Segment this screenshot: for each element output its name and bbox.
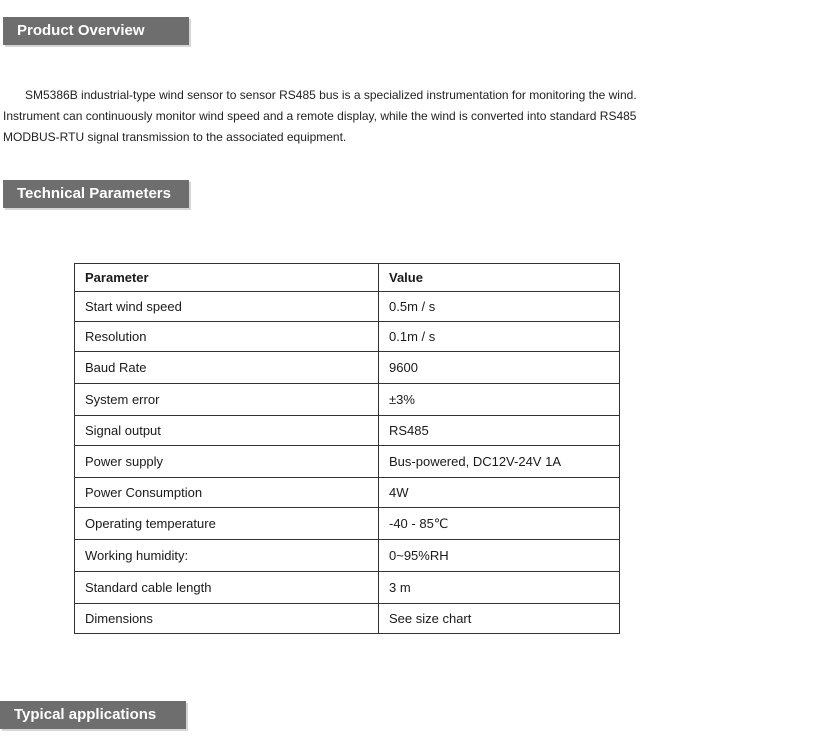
parameter-cell: Start wind speed xyxy=(75,292,379,322)
product-overview-text xyxy=(3,85,693,148)
parameter-cell: Working humidity: xyxy=(75,540,379,572)
overview-paragraph: SM5386B industrial-type wind sensor to sensor RS485 bus is a specialized instrumentation for monitoring the wind. Instrument can continuously monitor wind speed and a remote display, while the wind is converted into standard RS485 MODBUS-RTU signal transmission to the associated equipment. xyxy=(3,88,637,144)
table-row xyxy=(75,352,620,384)
value-cell: 4W xyxy=(379,478,620,508)
value-cell: 0.5m / s xyxy=(379,292,620,322)
value-cell: See size chart xyxy=(379,604,620,634)
value-cell: 0.1m / s xyxy=(379,322,620,352)
table-row xyxy=(75,478,620,508)
parameter-cell: Baud Rate xyxy=(75,352,379,384)
table-row xyxy=(75,292,620,322)
table-row xyxy=(75,322,620,352)
parameter-cell: Operating temperature xyxy=(75,508,379,540)
technical-parameters-heading: Technical Parameters xyxy=(3,180,189,208)
table-row xyxy=(75,572,620,604)
parameter-cell: Signal output xyxy=(75,416,379,446)
column-header-parameter: Parameter xyxy=(75,264,379,292)
value-cell: 3 m xyxy=(379,572,620,604)
value-cell: 0~95%RH xyxy=(379,540,620,572)
parameter-cell: Dimensions xyxy=(75,604,379,634)
table-row xyxy=(75,416,620,446)
table-row xyxy=(75,384,620,416)
parameter-cell: System error xyxy=(75,384,379,416)
value-cell: RS485 xyxy=(379,416,620,446)
product-overview-heading: Product Overview xyxy=(3,17,189,45)
parameter-cell: Power supply xyxy=(75,446,379,478)
parameter-cell: Resolution xyxy=(75,322,379,352)
value-cell: 9600 xyxy=(379,352,620,384)
table-row xyxy=(75,446,620,478)
table-row xyxy=(75,604,620,634)
parameter-cell: Power Consumption xyxy=(75,478,379,508)
parameters-table xyxy=(74,263,620,634)
parameter-cell: Standard cable length xyxy=(75,572,379,604)
table-header-row xyxy=(75,264,620,292)
table-row xyxy=(75,540,620,572)
typical-applications-heading: Typical applications xyxy=(0,701,186,729)
value-cell: Bus-powered, DC12V-24V 1A xyxy=(379,446,620,478)
table-row xyxy=(75,508,620,540)
column-header-value: Value xyxy=(379,264,620,292)
value-cell: -40 - 85℃ xyxy=(379,508,620,540)
value-cell: ±3% xyxy=(379,384,620,416)
